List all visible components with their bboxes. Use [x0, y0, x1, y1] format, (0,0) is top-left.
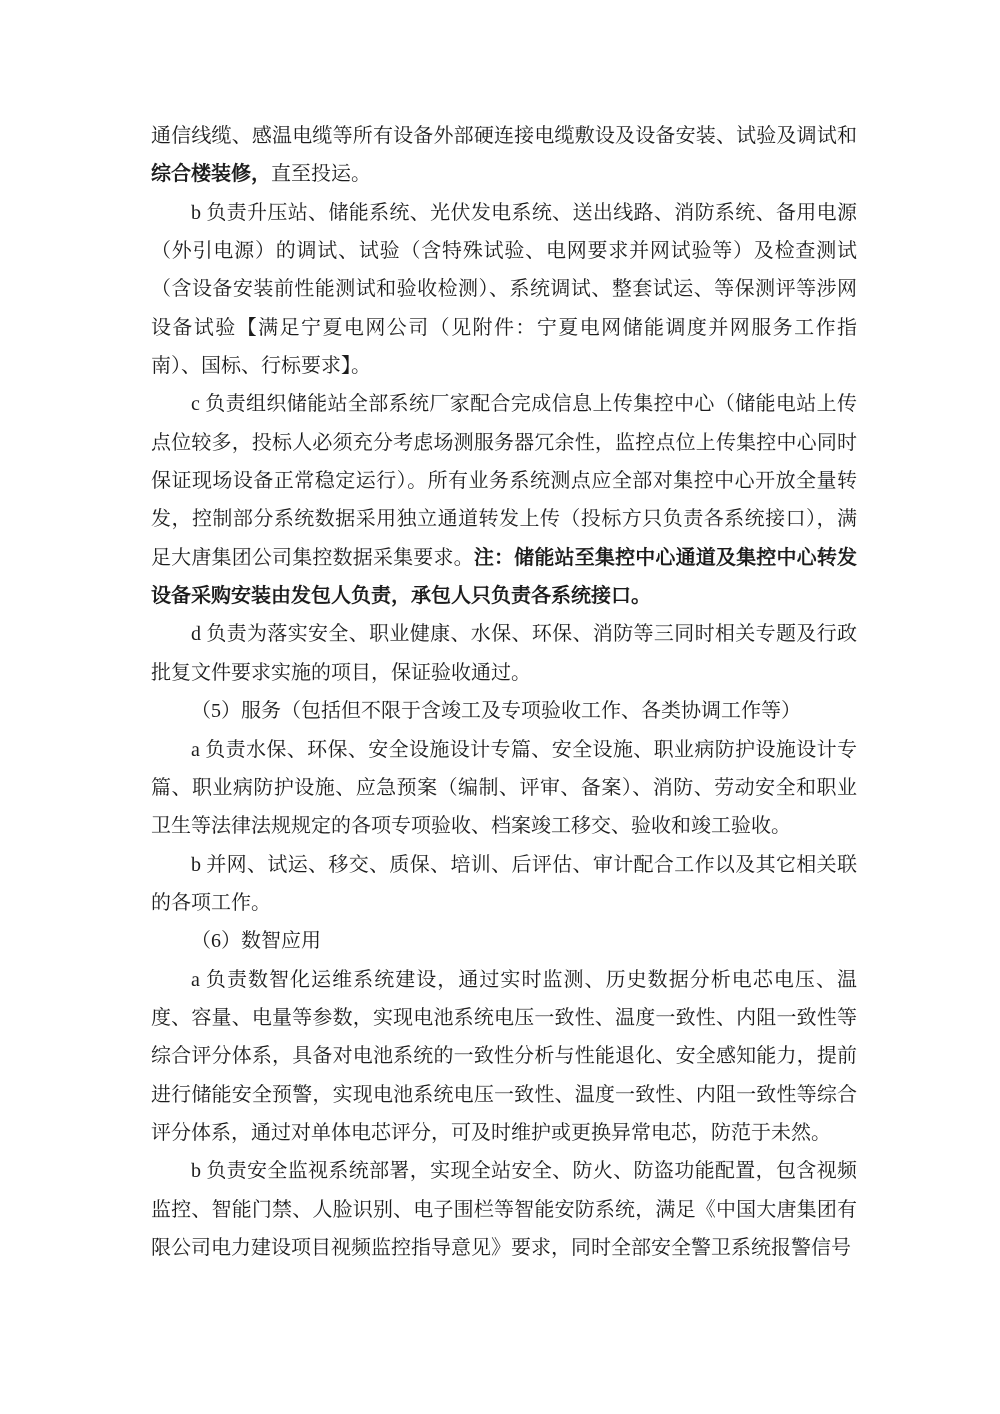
paragraph — [151, 922, 857, 960]
text-run: a 负责水保、环保、安全设施设计专篇、安全设施、职业病防护设施设计专篇、职业病防护设施、应急预案（编制、评审、备案）、消防、劳动安全和职业卫生等法律法规规定的各项专项验收、档案竣工移交、验收和竣工验收。 — [151, 738, 857, 838]
bold-text-run: 注：储能站至集控中心通道及集控中心转发设备采购安装由发包人负责，承包人只负责各系统接口。 — [151, 546, 858, 608]
paragraph — [151, 194, 857, 386]
text-run: c 负责组织储能站全部系统厂家配合完成信息上传集控中心（储能电站上传点位较多，投标人必须充分考虑场测服务器冗余性，监控点位上传集控中心同时保证现场设备正常稳定运行）。所有业务系统测点应全部对集控中心开放全量转发，控制部分系统数据采用独立通道转发上传（投标方只负责各系统接口），满足大唐集团公司集控数据采集要求。 — [151, 393, 857, 569]
paragraph — [151, 385, 857, 615]
paragraph — [151, 731, 857, 846]
bold-text-run: 综合楼装修， — [151, 163, 271, 186]
text-run: b 并网、试运、移交、质保、培训、后评估、审计配合工作以及其它相关联的各项工作。 — [151, 853, 857, 914]
text-run: 通信线缆、感温电缆等所有设备外部硬连接电缆敷设及设备安装、试验及调试和 — [151, 125, 857, 147]
paragraph — [151, 846, 857, 923]
paragraph — [151, 1152, 857, 1267]
text-run: d 负责为落实安全、职业健康、水保、环保、消防等三同时相关专题及行政批复文件要求实施的项目，保证验收通过。 — [151, 623, 857, 684]
paragraph — [151, 117, 857, 194]
paragraph — [151, 961, 857, 1153]
text-run: （6）数智应用 — [191, 930, 321, 953]
text-run: a 负责数智化运维系统建设，通过实时监测、历史数据分析电芯电压、温度、容量、电量等参数，实现电池系统电压一致性、温度一致性、内阻一致性等综合评分体系，具备对电池系统的一致性分析与性能退化、安全感知能力，提前进行储能安全预警，实现电池系统电压一致性、温度一致性、内阻一致性等综合评分体系，通过对单体电芯评分，可及时维护或更换异常电芯，防范于未然。 — [151, 968, 857, 1144]
text-run: b 负责安全监视系统部署，实现全站安全、防火、防盗功能配置，包含视频监控、智能门禁、人脸识别、电子围栏等智能安防系统，满足《中国大唐集团有限公司电力建设项目视频监控指导意见》要求，同时全部安全警卫系统报警信号 — [151, 1160, 857, 1259]
text-run: 直至投运。 — [271, 163, 371, 186]
text-run: b 负责升压站、储能系统、光伏发电系统、送出线路、消防系统、备用电源（外引电源）的调试、试验（含特殊试验、电网要求并网试验等）及检查测试（含设备安装前性能测试和验收检测）、系统调试、整套试运、等保测评等涉网设备试验【满足宁夏电网公司（见附件：宁夏电网储能调度并网服务工作指南）、国标、行标要求】。 — [151, 201, 857, 378]
document-body — [151, 117, 857, 1267]
text-run: （5）服务（包括但不限于含竣工及专项验收工作、各类协调工作等） — [191, 700, 801, 723]
paragraph — [151, 615, 857, 692]
paragraph — [151, 692, 857, 730]
